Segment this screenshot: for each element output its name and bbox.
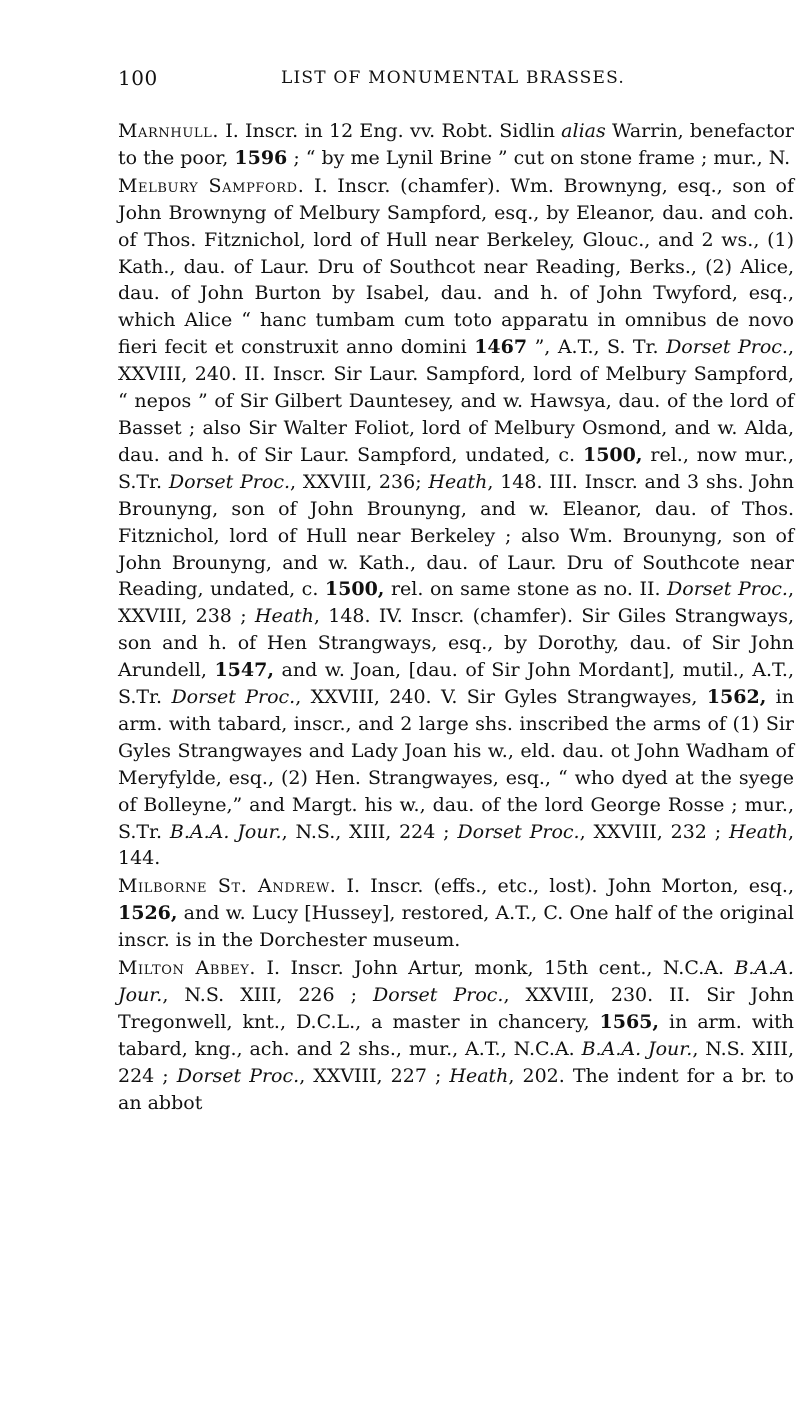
entry-text: in arm. with tabard, kng., ach. and 2 shs., mur., A.T., N.C.A. [118,1010,794,1060]
entry-text: , XXVIII, 230. II. Sir John Tregonwell, knt., D.C.L., a master in chancery, [118,984,794,1033]
entry-place-name: Milborne St. Andrew. [118,875,337,898]
entry-text: and w. Joan, [dau. of Sir John Mordant], mutil., A.T., S.Tr. [118,659,794,709]
entry-melbury-sampford [118,173,794,873]
entry-text: , 148. IV. Inscr. (chamfer). Sir Giles Strangways, son and h. of Hen Strangways, esq., by Dorothy, dau. of Sir John Arundell, [118,605,794,682]
entry-text: , 144. [118,820,794,870]
entry-date: 1500, [582,443,643,466]
entry-italic-text: alias [561,120,606,142]
entry-text: rel. on same stone as no. II. [384,578,668,601]
page-header [118,66,788,96]
entry-italic-text: Dorset Proc. [373,984,504,1006]
entry-milborne-st-andrew [118,873,794,954]
entry-italic-text: Dorset Proc. [176,1064,300,1087]
entry-italic-text: Dorset Proc. [667,578,788,601]
entry-text: , XXVIII, 232 ; [579,820,729,843]
entry-italic-text: Dorset Proc. [171,686,296,709]
entry-place-name: Melbury Sampford. [118,174,305,197]
running-head: LIST OF MONUMENTAL BRASSES. [281,68,625,88]
entry-text: ”, A.T., S. Tr. [527,336,667,359]
entry-text: and w. Lucy [Hussey], restored, A.T., C. One half of the original inscr. is in the Dorchester museum. [118,902,794,952]
entry-date: 1467 [474,336,528,359]
entry-text: , N.S. XIII, 224 ; [118,1037,795,1087]
entry-italic-text: B.A.A. Jour. [581,1037,693,1060]
entry-text: , XXVIII, 236; [290,470,429,493]
entry-italic-text: Dorset Proc. [457,820,580,843]
entry-italic-text: Heath [254,605,314,628]
entry-text: rel., now mur., S.Tr. [118,443,794,493]
entry-place-name: Marnhull. [118,120,220,142]
entry-text: ; “ by me Lynil Brine ” cut on stone frame ; mur., N. [287,146,791,169]
entry-text: Warrin, benefactor to the poor, [118,120,794,169]
entry-italic-text: Heath [728,820,788,843]
entry-marnhull [118,118,794,172]
entry-text: , XXVIII, 238 ; [118,578,795,628]
entry-date: 1547, [214,659,274,682]
page-number: 100 [118,66,158,90]
entry-text: , XXVIII, 240. II. Inscr. Sir Laur. Sampford, lord of Melbury Sampford, “ nepos ” of Sir Gilbert Dauntesey, and w. Hawsya, dau. of the lord of Basset ; also Sir Walter Foliot, lord of Melbury Osmond, and w. Alda, dau. and h. of Sir Laur. Sampford, undated, c. [118,336,794,466]
entry-date: 1596 [234,146,288,169]
entry-text: I. Inscr. John Artur, monk, 15th cent., N.C.A. [256,957,735,980]
entry-text: I. Inscr. (chamfer). Wm. Brownyng, esq., son of John Brownyng of Melbury Sampford, esq., by Eleanor, dau. and coh. of Thos. Fitznichol, lord of Hull near Berkeley, Glouc., and 2 ws., (1) Kath., dau. of Laur. Dru of Southcot near Reading, Berks., (2) Alice, dau. of John Burton by Isabel, dau. and h. of John Twyford, esq., which Alice “ hanc tumbam cum toto apparatu in omnibus de novo fieri fecit et construxit anno domini [118,174,795,359]
body-text [118,118,794,1117]
entry-text: , 148. III. Inscr. and 3 shs. John Brounyng, son of John Brounyng, and w. Eleanor, dau. of Thos. Fitznichol, lord of Hull near Berkeley ; also Wm. Brounyng, son of John Brounyng, and w. Kath., dau. of Laur. Dru of Southcote near Reading, undated, c. [118,470,794,601]
entry-text: , XXVIII, 227 ; [299,1064,450,1087]
entry-date: 1565, [599,1010,660,1033]
entry-italic-text: Heath [428,470,488,493]
entry-date: 1500, [324,578,385,601]
entry-italic-text: B.A.A. Jour. [169,820,282,843]
entry-text: I. Inscr. (effs., etc., lost). John Morton, esq., [336,875,794,898]
entry-italic-text: Dorset Proc. [666,336,788,359]
entry-milton-abbey [118,955,794,1116]
entry-date: 1562, [706,686,767,709]
entry-text: in arm. with tabard, inscr., and 2 large shs. inscribed the arms of (1) Sir Gyles Strangwayes and Lady Joan his w., eld. dau. ot John Wadham of Meryfylde, esq., (2) Hen. Strangwayes, esq., “ who dyed at the syege of Bolleyne,” and Margt. his w., dau. of the lord George Rosse ; mur., S.Tr. [118,686,794,843]
entry-text: I. Inscr. in 12 Eng. vv. Robt. Sidlin [219,120,562,142]
entry-place-name: Milton Abbey. [118,957,257,980]
entry-text: , N.S., XIII, 224 ; [281,820,458,843]
entry-date: 1526, [118,902,178,925]
entry-text: , XXVIII, 240. V. Sir Gyles Strangwayes, [295,686,707,709]
entry-italic-text: Heath [449,1064,509,1087]
entry-text: , 202. The indent for a br. to an abbot [118,1064,794,1114]
entry-italic-text: Dorset Proc. [168,470,291,493]
entry-italic-text: B.A.A. Jour. [118,957,794,1006]
entry-text: , N.S. XIII, 226 ; [162,984,374,1006]
